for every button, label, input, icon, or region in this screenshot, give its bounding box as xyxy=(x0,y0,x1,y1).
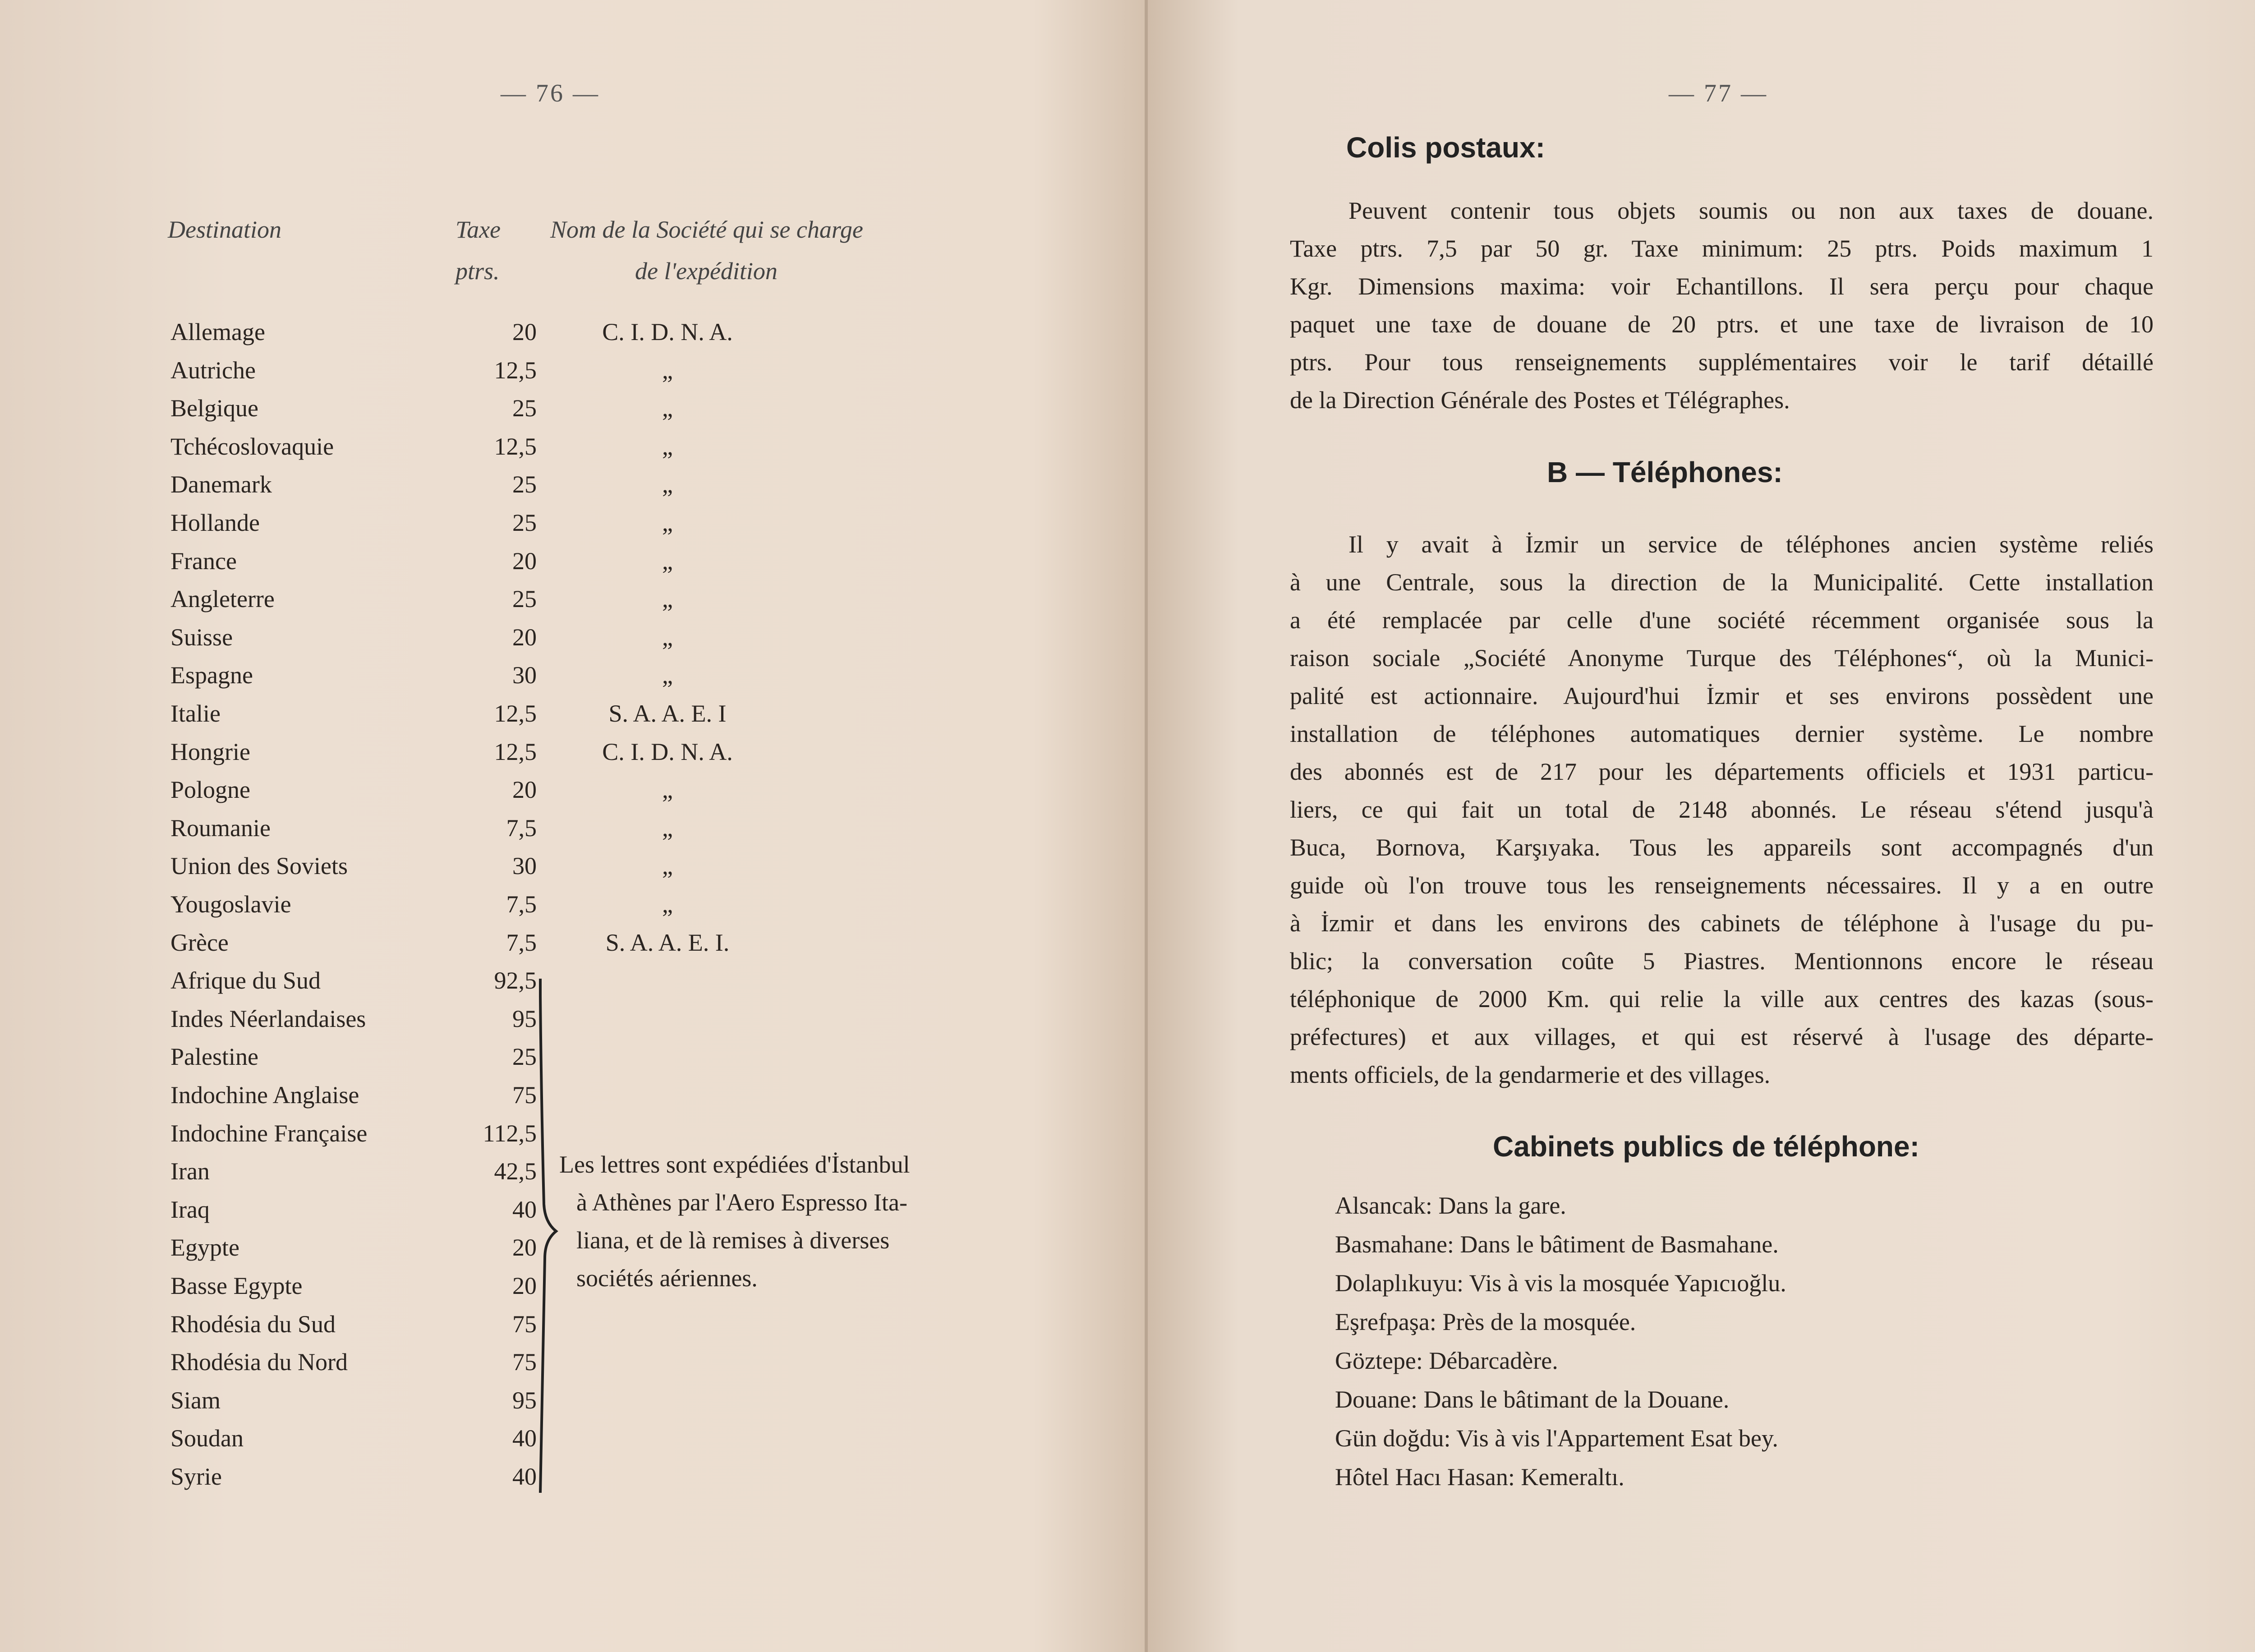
row-destination: Indochine Anglaise xyxy=(170,1081,359,1109)
cabinet-item: Eşrefpaşa: Près de la mosquée. xyxy=(1335,1308,1636,1335)
row-destination: Palestine xyxy=(170,1043,258,1071)
table-row xyxy=(0,852,1148,890)
row-destination: Italie xyxy=(170,700,221,727)
bracket-brace xyxy=(531,979,558,1497)
table-row xyxy=(0,929,1148,966)
table-row xyxy=(0,509,1148,547)
cabinet-location: Dans le bâtimant de la Douane. xyxy=(1423,1386,1730,1413)
cabinet-item: Hôtel Hacı Hasan: Kemeraltı. xyxy=(1335,1463,1625,1491)
table-row xyxy=(0,394,1148,432)
row-destination: Yougoslavie xyxy=(170,891,291,918)
header-societe-2: de l'expédition xyxy=(635,258,778,285)
para-line: Kgr. Dimensions maxima: voir Echantillons. Il sera perçu pour chaque xyxy=(1290,273,2154,300)
cabinet-place: Dolaplıkuyu xyxy=(1335,1270,1457,1297)
row-destination: Union des Soviets xyxy=(170,852,348,880)
row-societe: „ xyxy=(662,471,673,498)
table-row xyxy=(0,814,1148,852)
table-row xyxy=(0,1424,1148,1462)
cabinet-location: Vis à vis la mosquée Yapıcıoğlu. xyxy=(1469,1270,1786,1297)
row-taxe: 20 xyxy=(512,623,537,651)
row-taxe: 12,5 xyxy=(494,433,537,460)
row-destination: Iraq xyxy=(170,1196,210,1223)
table-row xyxy=(0,966,1148,1004)
row-societe: „ xyxy=(662,623,673,651)
para-line: de la Direction Générale des Postes et Télégraphes. xyxy=(1290,387,1790,414)
row-taxe: 75 xyxy=(512,1081,537,1109)
row-destination: Tchécoslovaquie xyxy=(170,433,334,460)
cabinet-location: Kemeraltı. xyxy=(1521,1463,1625,1491)
row-societe: C. I. D. N. A. xyxy=(602,318,733,345)
colis-paragraph xyxy=(1290,192,2154,419)
cabinet-item: Dolaplıkuyu: Vis à vis la mosquée Yapıcıoğlu. xyxy=(1335,1270,1786,1297)
note-line: à Athènes par l'Aero Espresso Ita- xyxy=(576,1189,907,1216)
row-taxe: 112,5 xyxy=(483,1119,537,1147)
row-destination: Egypte xyxy=(170,1234,239,1261)
cabinets-list xyxy=(1335,1186,2011,1496)
row-societe: „ xyxy=(662,776,673,804)
row-taxe: 7,5 xyxy=(506,929,537,956)
note-line: Les lettres sont expédiées d'İstanbul xyxy=(559,1151,910,1178)
row-taxe: 20 xyxy=(512,776,537,804)
para-line: Peuvent contenir tous objets soumis ou non aux taxes de douane. xyxy=(1348,197,2154,224)
bracket-note xyxy=(559,1146,1001,1297)
table-row xyxy=(0,661,1148,699)
row-destination: Suisse xyxy=(170,623,233,651)
row-societe: „ xyxy=(662,509,673,536)
table-row xyxy=(0,547,1148,585)
para-line: téléphonique de 2000 Km. qui relie la ville aux centres des kazas (sous- xyxy=(1290,985,2154,1012)
para-line: installation de téléphones automatiques dernier système. Le nombre xyxy=(1290,720,2154,747)
telephones-paragraph xyxy=(1290,525,2154,1094)
row-taxe: 25 xyxy=(512,585,537,613)
row-destination: Afrique du Sud xyxy=(170,967,321,994)
table-row xyxy=(0,1043,1148,1081)
cabinet-place: Eşrefpaşa xyxy=(1335,1308,1430,1335)
row-societe: „ xyxy=(662,891,673,918)
row-societe: „ xyxy=(662,395,673,422)
telephones-heading: B — Téléphones: xyxy=(1547,456,1783,488)
row-destination: France xyxy=(170,547,237,575)
cabinet-place: Alsancak xyxy=(1335,1192,1426,1219)
row-taxe: 75 xyxy=(512,1310,537,1338)
row-destination: Soudan xyxy=(170,1425,244,1452)
row-societe: S. A. A. E. I. xyxy=(605,929,730,956)
row-societe: „ xyxy=(662,585,673,613)
para-line: préfectures) et aux villages, et qui est réservé à l'usage des départe- xyxy=(1290,1023,2154,1050)
cabinet-item: Göztepe: Débarcadère. xyxy=(1335,1347,1558,1374)
row-taxe: 7,5 xyxy=(506,814,537,842)
row-societe: „ xyxy=(662,356,673,384)
row-taxe: 40 xyxy=(512,1196,537,1223)
row-taxe: 20 xyxy=(512,1272,537,1299)
para-line: à İzmir et dans les environs des cabinets de téléphone à l'usage du pu- xyxy=(1290,910,2154,937)
para-line: Taxe ptrs. 7,5 par 50 gr. Taxe minimum: 25 ptrs. Poids maximum 1 xyxy=(1290,235,2154,262)
cabinet-place: Hôtel Hacı Hasan xyxy=(1335,1463,1508,1491)
para-line: blic; la conversation coûte 5 Piastres. Mentionnons encore le réseau xyxy=(1290,948,2154,975)
row-destination: Grèce xyxy=(170,929,229,956)
table-row xyxy=(0,890,1148,928)
row-taxe: 95 xyxy=(512,1005,537,1032)
table-row xyxy=(0,470,1148,508)
para-line: liers, ce qui fait un total de 2148 abonnés. Le réseau s'étend jusqu'à xyxy=(1290,796,2154,823)
row-taxe: 95 xyxy=(512,1386,537,1414)
para-line: paquet une taxe de douane de 20 ptrs. et une taxe de livraison de 10 xyxy=(1290,311,2154,338)
row-taxe: 30 xyxy=(512,662,537,689)
row-destination: Pologne xyxy=(170,776,251,804)
row-destination: Autriche xyxy=(170,356,256,384)
row-taxe: 20 xyxy=(512,547,537,575)
row-destination: Rhodésia du Sud xyxy=(170,1310,336,1338)
para-line: Buca, Bornova, Karşıyaka. Tous les appareils sont accompagnés d'un xyxy=(1290,834,2154,861)
header-taxe-unit: ptrs. xyxy=(456,258,500,285)
para-line: ptrs. Pour tous renseignements supplémentaires voir le tarif détaillé xyxy=(1290,349,2154,376)
row-taxe: 12,5 xyxy=(494,738,537,765)
row-destination: Angleterre xyxy=(170,585,275,613)
para-line: raison sociale „Société Anonyme Turque des Téléphones“, où la Munici- xyxy=(1290,644,2154,672)
row-taxe: 20 xyxy=(512,318,537,345)
cabinet-item: Douane: Dans le bâtimant de la Douane. xyxy=(1335,1386,1730,1413)
row-destination: Iran xyxy=(170,1158,210,1185)
note-line: sociétés aériennes. xyxy=(576,1265,758,1292)
row-taxe: 42,5 xyxy=(494,1158,537,1185)
table-row xyxy=(0,318,1148,356)
para-line: guide où l'on trouve tous les renseignements nécessaires. Il y a en outre xyxy=(1290,872,2154,899)
para-line: Il y avait à İzmir un service de téléphones ancien système reliés xyxy=(1348,531,2154,558)
row-taxe: 25 xyxy=(512,509,537,536)
row-taxe: 92,5 xyxy=(494,967,537,994)
row-destination: Indes Néerlandaises xyxy=(170,1005,366,1032)
row-destination: Hongrie xyxy=(170,738,250,765)
row-taxe: 12,5 xyxy=(494,356,537,384)
row-societe: „ xyxy=(662,852,673,880)
table-row xyxy=(0,585,1148,623)
table-row xyxy=(0,1463,1148,1500)
cabinet-location: Débarcadère. xyxy=(1429,1347,1558,1374)
row-taxe: 7,5 xyxy=(506,891,537,918)
row-destination: Hollande xyxy=(170,509,260,536)
note-line: liana, et de là remises à diverses xyxy=(576,1227,890,1254)
para-line: a été remplacée par celle d'une société récemment organisée sous la xyxy=(1290,607,2154,634)
row-taxe: 25 xyxy=(512,395,537,422)
cabinet-location: Dans le bâtiment de Basmahane. xyxy=(1460,1231,1779,1258)
row-taxe: 75 xyxy=(512,1348,537,1376)
row-taxe: 25 xyxy=(512,471,537,498)
row-destination: Espagne xyxy=(170,662,253,689)
cabinet-location: Vis à vis l'Appartement Esat bey. xyxy=(1456,1425,1778,1452)
row-destination: Belgique xyxy=(170,395,258,422)
table-row xyxy=(0,1386,1148,1424)
row-societe: „ xyxy=(662,433,673,460)
row-taxe: 30 xyxy=(512,852,537,880)
row-destination: Basse Egypte xyxy=(170,1272,303,1299)
row-societe: C. I. D. N. A. xyxy=(602,738,733,765)
cabinet-place: Douane xyxy=(1335,1386,1411,1413)
row-taxe: 20 xyxy=(512,1234,537,1261)
table-row xyxy=(0,1348,1148,1386)
cabinet-item: Alsancak: Dans la gare. xyxy=(1335,1192,1566,1219)
row-societe: S. A. A. E. I xyxy=(608,700,727,727)
row-taxe: 40 xyxy=(512,1463,537,1490)
page-number: — 77 — xyxy=(1669,79,1768,107)
cabinet-location: Près de la mosquée. xyxy=(1442,1308,1636,1335)
table-row xyxy=(0,433,1148,470)
row-societe: „ xyxy=(662,547,673,575)
page-number: — 76 — xyxy=(501,79,600,107)
para-line: des abonnés est de 217 pour les départements officiels et 1931 particu- xyxy=(1290,758,2154,785)
table-row xyxy=(0,356,1148,394)
row-destination: Syrie xyxy=(170,1463,222,1490)
row-taxe: 25 xyxy=(512,1043,537,1071)
table-row xyxy=(0,1310,1148,1348)
row-taxe: 40 xyxy=(512,1425,537,1452)
para-line: à une Centrale, sous la direction de la Municipalité. Cette installation xyxy=(1290,569,2154,596)
cabinet-place: Göztepe xyxy=(1335,1347,1416,1374)
header-societe: Nom de la Société qui se charge xyxy=(550,216,863,243)
cabinet-location: Dans la gare. xyxy=(1438,1192,1566,1219)
row-destination: Allemage xyxy=(170,318,265,345)
table-row xyxy=(0,776,1148,814)
cabinet-place: Gün doğdu xyxy=(1335,1425,1444,1452)
row-taxe: 12,5 xyxy=(494,700,537,727)
cabinet-place: Basmahane xyxy=(1335,1231,1447,1258)
table-row xyxy=(0,699,1148,737)
table-row xyxy=(0,1081,1148,1119)
row-destination: Rhodésia du Nord xyxy=(170,1348,348,1376)
table-row xyxy=(0,623,1148,661)
row-societe: „ xyxy=(662,814,673,842)
cabinet-item: Basmahane: Dans le bâtiment de Basmahane. xyxy=(1335,1231,1779,1258)
colis-heading: Colis postaux: xyxy=(1346,131,1545,164)
row-destination: Roumanie xyxy=(170,814,271,842)
cabinets-heading: Cabinets publics de téléphone: xyxy=(1493,1130,1919,1163)
table-row xyxy=(0,1005,1148,1043)
header-destination: Destination xyxy=(168,216,281,243)
row-destination: Siam xyxy=(170,1386,221,1414)
header-taxe: Taxe xyxy=(456,216,501,243)
para-line: ments officiels, de la gendarmerie et des villages. xyxy=(1290,1061,1771,1088)
cabinet-item: Gün doğdu: Vis à vis l'Appartement Esat bey. xyxy=(1335,1425,1778,1452)
row-destination: Danemark xyxy=(170,471,272,498)
table-row xyxy=(0,738,1148,776)
row-destination: Indochine Française xyxy=(170,1119,368,1147)
para-line: palité est actionnaire. Aujourd'hui İzmir et ses environs possèdent une xyxy=(1290,682,2154,709)
row-societe: „ xyxy=(662,662,673,689)
